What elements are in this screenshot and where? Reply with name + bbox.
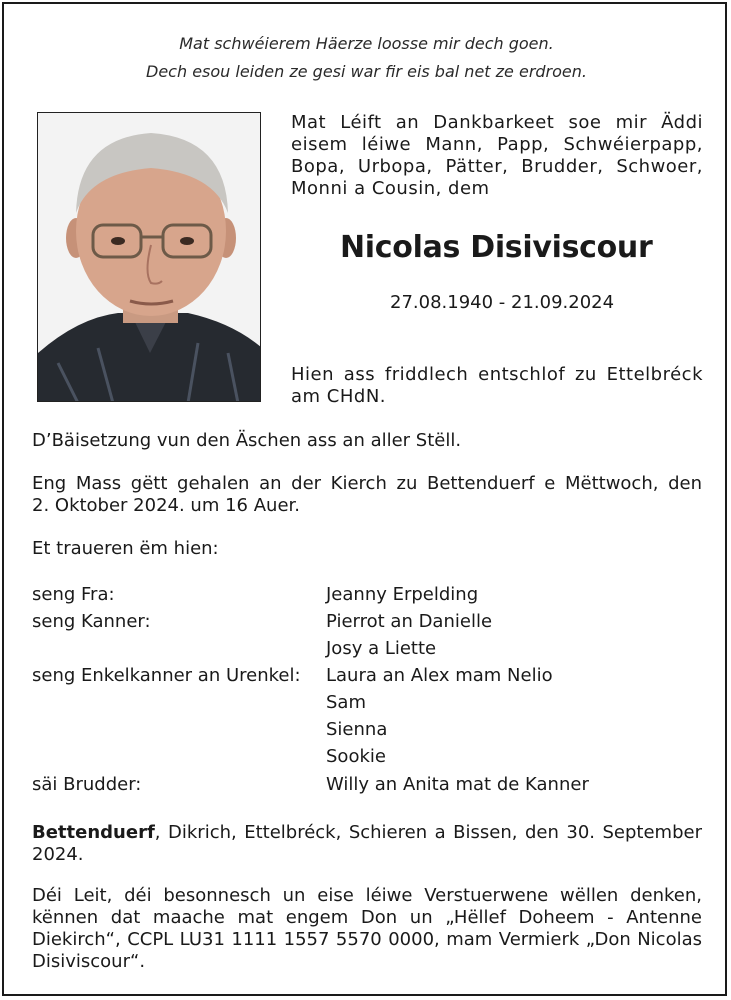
motto-line-2: Dech esou leiden ze gesi war fir eis bal net ze erdroen. — [146, 62, 587, 81]
family-name: Jeanny Erpelding — [326, 584, 479, 605]
motto-line-1: Mat schwéierem Häerze loosse mir dech goen. — [179, 34, 554, 53]
donation-line: Diekirch“, CCPL LU31 1111 1557 5570 0000, mam Vermierk „Don Nicolas — [32, 929, 702, 950]
family-label-children: seng Kanner: — [32, 611, 151, 632]
mourners-intro: Et traueren ëm hien: — [32, 538, 219, 559]
place-bold: Bettenduerf — [32, 822, 155, 843]
place-rest: , Dikrich, Ettelbréck, Schieren a Bissen, den 30. September — [154, 822, 702, 843]
donation-line: Disiviscour“. — [32, 951, 146, 972]
family-label-brother: säi Brudder: — [32, 774, 142, 795]
family-name: Josy a Liette — [326, 638, 437, 659]
mass-line: 2. Oktober 2024. um 16 Auer. — [32, 495, 300, 516]
obituary-frame — [2, 2, 727, 996]
family-name: Sookie — [326, 746, 386, 767]
family-name: Pierrot an Danielle — [326, 611, 493, 632]
family-name: Laura an Alex mam Nelio — [326, 665, 553, 686]
life-dates: 27.08.1940 - 21.09.2024 — [390, 292, 615, 313]
place-date-line: 2024. — [32, 844, 84, 865]
intro-text — [291, 112, 703, 200]
mass-notice — [32, 473, 702, 517]
family-label-wife: seng Fra: — [32, 584, 115, 605]
place-date — [32, 822, 702, 866]
deceased-name: Nicolas Disiviscour — [340, 230, 653, 265]
burial-notice: D’Bäisetzung vun den Äschen ass an aller Stëll. — [32, 430, 462, 451]
place-date-line — [32, 822, 702, 844]
family-name: Sienna — [326, 719, 388, 740]
intro-line: Monni a Cousin, dem — [291, 178, 490, 199]
intro-line: Bopa, Urbopa, Pätter, Brudder, Schwoer, — [291, 156, 703, 177]
passing-line: am CHdN. — [291, 386, 387, 407]
family-name: Sam — [326, 692, 366, 713]
intro-line: Mat Léift an Dankbarkeet soe mir Äddi — [291, 112, 703, 133]
mass-line: Eng Mass gëtt gehalen an der Kierch zu Bettenduerf e Mëttwoch, den — [32, 473, 702, 494]
family-label-grandchildren: seng Enkelkanner an Urenkel: — [32, 665, 301, 686]
donation-line: Déi Leit, déi besonnesch un eise léiwe Verstuerwene wëllen denken, — [32, 885, 702, 906]
portrait-photo — [37, 112, 261, 402]
donation-notice — [32, 885, 702, 973]
passing-text — [291, 364, 703, 408]
intro-line: eisem léiwe Mann, Papp, Schwéierpapp, — [291, 134, 703, 155]
passing-line: Hien ass friddlech entschlof zu Ettelbréck — [291, 364, 703, 385]
family-name: Willy an Anita mat de Kanner — [326, 774, 589, 795]
donation-line: kënnen dat maache mat engem Don un „Hëllef Doheem - Antenne — [32, 907, 702, 928]
